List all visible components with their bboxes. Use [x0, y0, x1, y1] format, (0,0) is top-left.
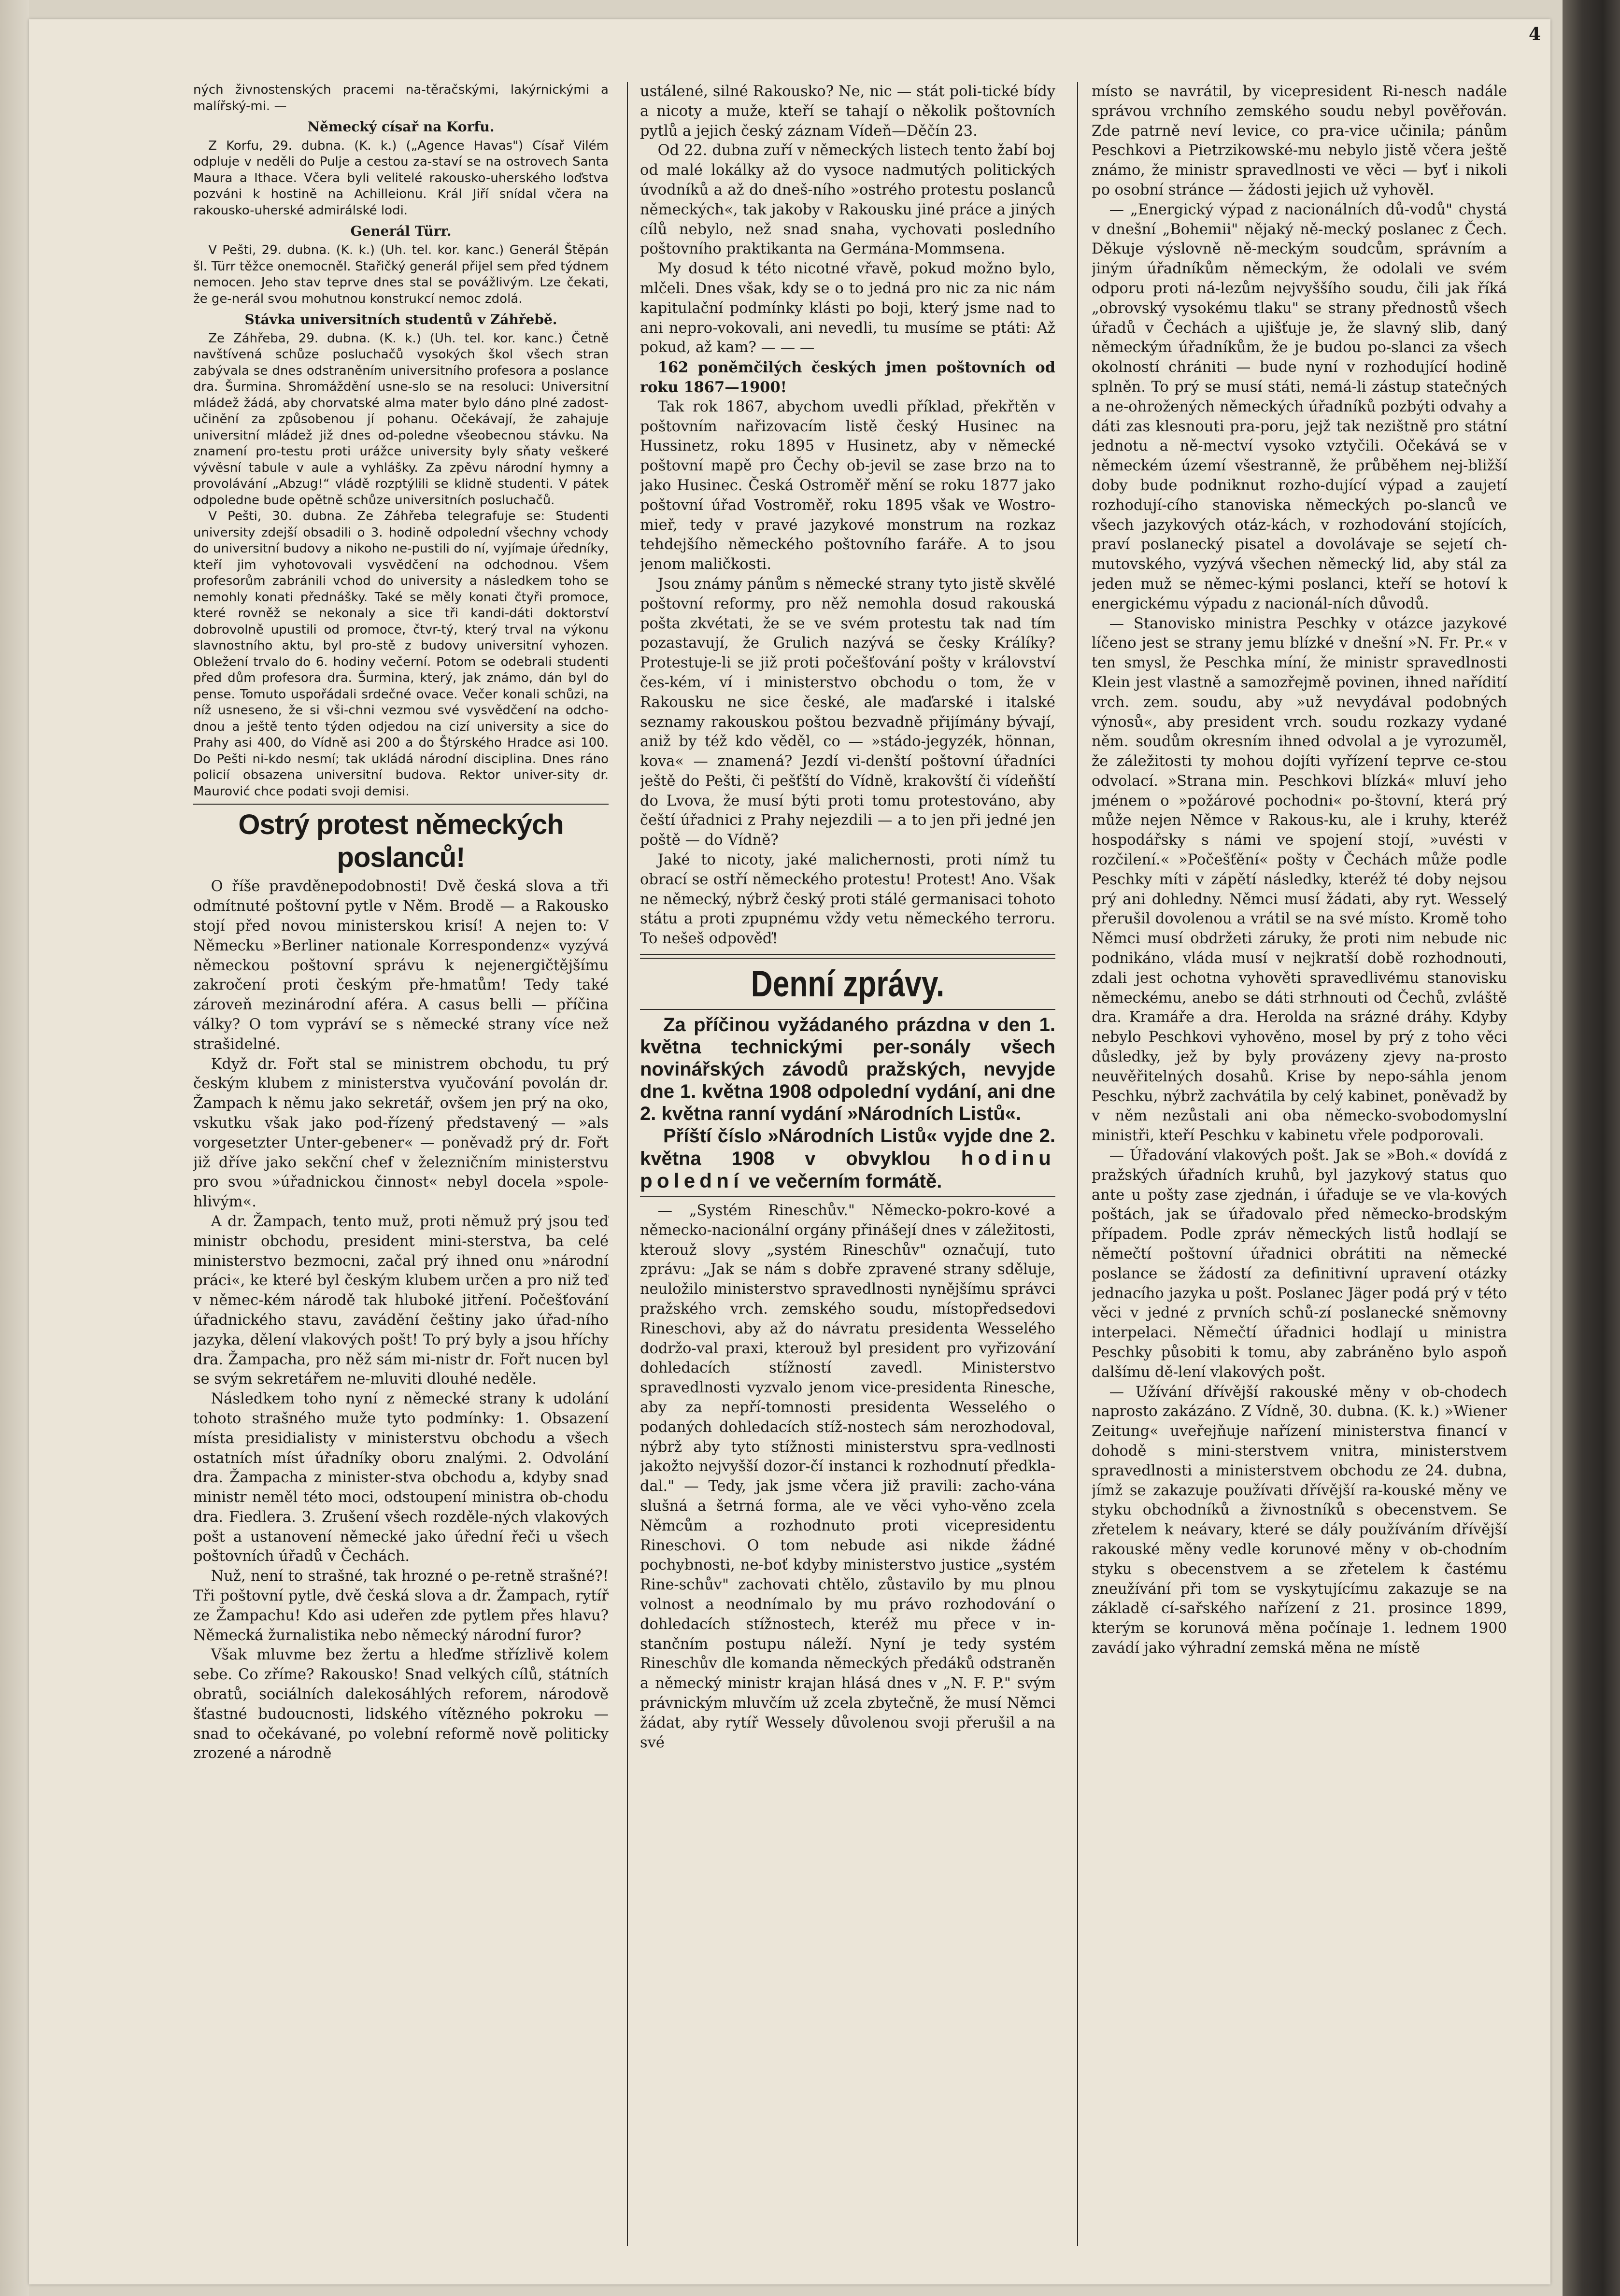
column-rule — [1077, 82, 1078, 2246]
column-3 — [1092, 82, 1507, 2246]
news-body-turr: V Pešti, 29. dubna. (K. k.) (Uh. tel. kor. kanc.) Generál Štěpán šl. Türr těžce onemocněl. Stařičký generál přijel sem před týdnem nemocen. Jeho stav teprve dnes stal se povážlivým. Lze čekati, že ge-nerál svou mohutnou konstrukcí nemoc zdolá. — [193, 243, 609, 306]
article-paragraph: Když dr. Fořt stal se ministrem obchodu, tu prý českým klubem z ministerstva vyučování povolán dr. Žampach k němu jako sekretář, ovšem jen prý na oko, vskutku však jako pod-řízený představený — »als vorgesetzter Unter-gebener« — poněvadž prý dr. Fořt již dříve jako sekční chef v železničním ministerstvu pro svou »úřadnickou činnost« nebyl docela »spole-hlivým«. — [193, 1055, 609, 1211]
article-subheading: 162 poněmčilých českých jmen poštovních od roku 1867—1900! — [640, 359, 1055, 396]
section-heading: Denní zprávy. — [751, 964, 945, 1005]
article-paragraph: O říše pravděnepodobnosti! Dvě česká slova a tři odmítnuté poštovní pytle v Něm. Brodě — a Rakousko stojí před novou ministerskou krisí! A nejen to: V Německu »Berliner nationale Korrespondenz« vyzývá německou poštovní správu k nejenergičtějšímu zakročení proti českým pře-hmatům! Tedy také zároveň mezinárodní aféra. A casus belli — příčina války? O tom vypráví se s německé strany více než strašidelné. — [193, 878, 609, 1053]
divider — [640, 1009, 1055, 1010]
next-issue-text: Příští číslo »Národních Listů« vyjde dne 2. května 1908 v obvyklou — [640, 1125, 1055, 1170]
divider — [193, 804, 609, 805]
article-paragraph: Tak rok 1867, abychom uvedli příklad, překřtěn v poštovním nařizovacím listě český Husinec na Hussinetz, roku 1895 v Husinetz, aby v německé poštovní mapě pro Čechy ob-jevil se zase brzo na to jako Husinec. Česká Ostroměř mění se roku 1877 jako poštovní úřad Vostroměř, roku 1895 však ve Wostro-mieř, tedy v pravé jazykové monstrum na rozkaz tehdejšího německého poštovního faráře. A to jsou jenom maličkosti. — [640, 398, 1055, 573]
column-1 — [193, 82, 609, 2246]
article-paragraph: Od 22. dubna zuří v německých listech tento žabí boj od malé lokálky až do vysoce nadmutých politických úvodníků a až do dneš-ního »ostrého protestu poslanců německých«, tak jakoby v Rakousku jiné práce a jiných cílů nebylo, než snad snaha, vychovati posledního poštovního praktikanta na Germána-Mommsena. — [640, 142, 1055, 258]
article-paragraph: ustálené, silné Rakousko? Ne, nic — stát poli-tické bídy a nicoty a muže, kteří se tahají o několik poštovních pytlů a jejich český záznam Vídeň—Děčín 23. — [640, 83, 1055, 140]
newspaper-page — [29, 19, 1550, 2284]
scan-left-margin — [0, 0, 29, 2296]
article-paragraph: — „Energický výpad z nacionálních dů-vodů" chystá v dnešní „Bohemii" nějaký ně-mecký poslanec z Čech. Děkuje výslovně ně-meckým soudcům, správním a jiným úřadníkům německým, že odolali ve svém odporu proti ná-lezům nejvyššího soudu, čili jak říká „obrovský vysokému tlaku" se strany přednostů všech úřadů v Čechách a ujišťuje je, že slavný slib, daný německým úřadníkům, že je budou po-slanci za všech okolností chrániti — bude nyní v rozhodující hodině splněn. To prý se musí státi, nemá-li zástup statečných a ne-ohrožených německých úřadníků pozbýti odvahy a dáti zas klesnouti pra-poru, jejž tak nezištně pro státní jednotu a ně-mectví vysoko vztyčili. Očekává se v německém území všestranně, že průběhem nej-bližší doby bude podniknut rozho-dující výpad a zaujetí rozhodují-cího stanoviska německých po-slanců ve všech jazykových otáz-kách, v rozhodování stojících, praví poslanecký pisatel a dovolávaje se sejetí ch-mutovského, vyzývá všechen německý lid, aby stál za jeden muž se němec-kými poslanci, kteří se hotoví k energickému výpadu z nacionál-ních důvodů. — [1092, 201, 1507, 612]
article-paragraph: — Užívání dřívější rakouské měny v ob-chodech naprosto zakázáno. Z Vídně, 30. dubna. (K. k.) »Wiener Zeitung« uveřejňuje nařízení ministerstva financí v dohodě s mini-sterstvem vnitra, ministerstvem spravedlnosti a ministerstvem obchodu ze 24. dubna, jímž se zakazuje používati dřívější ra-kouské měny ve styku obchodníků a živnostníků s obecenstvem. Se zřetelem k neávary, které se dály používáním dřívější rakouské měny vedle korunové měny v ob-chodním styku s obecenstvem a se zřetelem k častému zneužívání při tom se vyskytujícímu zakazuje se na základě cí-sařského nařízení z 21. prosince 1899, kterým se korunová měna počínaje 1. lednem 1900 zavádí jako výhradní zemská měna ne místě — [1092, 1383, 1507, 1657]
news-body-kaiser: Z Korfu, 29. dubna. (K. k.) („Agence Havas") Císař Vilém odpluje v neděli do Pulje a cestou za-staví se na ostrovech Santa Maura a Ithace. Včera byli velitelé rakousko-uherského loďstva pozváni k hostině na Achilleionu. Král Jiří snídal včera na rakousko-uherské admirálské lodi. — [193, 138, 609, 218]
scan-binding-edge — [1563, 0, 1620, 2296]
article-paragraph: místo se navrátil, by vicepresident Ri-nesch nadále správou vrchního zemského soudu nebyl pověřován. Zde patrně neví levice, co pra-vice učinila; pánům Peschkovi a Pietrzikowské-mu nebylo jistě včera ještě známo, že ministr spravedlnosti ve věci — byť i nikoli po osobní stránce — žádosti jejich už vyhověl. — [1092, 83, 1507, 198]
next-issue-time: hodinu polední — [640, 1147, 1055, 1192]
column-rule — [627, 82, 628, 2246]
article-paragraph: Však mluvme bez žertu a hleďme střízlivě kolem sebe. Co zříme? Rakousko! Snad velkých cílů, státních obratů, sociálních dalekosáhlých reforem, národově šťastné budoucnosti, lidského vítězného pokroku — snad to očekávané, po volební reformě nově politicky zrozené a národně — [193, 1646, 609, 1762]
next-issue-format: ve večerním formátě. — [749, 1171, 942, 1192]
article-headline: Ostrý protest německých poslanců! — [238, 809, 564, 874]
article-paragraph: — Úřadování vlakových pošt. Jak se »Boh.« dovídá z pražských úřadních kruhů, byl jazykový status quo ante u pošty zase zjednán, i úřaduje se ve vla-kových poštách, jak se úřadovalo před německo-brodským případem. Podle zpráv německých listů hodlají se němečtí poštovní úřadnici obrátiti na německé poslance se žádostí za definitivní upravení otázky jednacího jazyka u pošt. Poslanec Jäger podá prý v této věci v jedné z prvních schů-zí poslanecké sněmovny interpelaci. Němečtí úřadnici hodlají u ministra Peschky působiti k tomu, aby zabráněno bylo aspoň dalšímu dě-lení vlakových pošt. — [1092, 1147, 1507, 1381]
news-body-strike-2: V Pešti, 30. dubna. Ze Záhřeba telegrafuje se: Studenti university zdejší obsadili o 3. hodině odpolední všechny vchody do universitní budovy a nikoho ne-pustili do ní, vyjímaje úředníky, kteří jim vyhotovovali vysvědčení na odchodnou. Všem profesorům zabránili vchod do university a následkem toho se nemohly konati přednášky. Také se měly konati čtyři promoce, které rovněž se nekonaly a sice tři kandi-dáti doktorství dobrovolně upustili od promoce, čtvr-tý, který trval na výkonu slavnostního aktu, byl pro-stě z budovy universitní vyhozen. Obležení trvalo do 6. hodiny večerní. Potom se odebrali studenti před dům profesora dra. Šurmina, který, jak známo, dán byl do pense. Tomuto uspořádali srdečné ovace. Večer konali schůzi, na níž usneseno, že si vši-chni vezmou své vysvědčení na odcho-dnou a ještě tento týden odjedou na cizí university a sice do Prahy asi 400, do Vídně asi 200 a do Štýrského Hradce asi 100. Do Pešti ni-kdo nesmí; tak ukládá národní disciplina. Dnes ráno policií obsazena universitní budova. Rektor univer-sity dr. Maurović chce podati svoji demisi. — [193, 509, 609, 799]
next-issue-notice — [640, 1125, 1055, 1192]
double-divider — [640, 954, 1055, 959]
article-paragraph: Jsou známy pánům s německé strany tyto jistě skvělé poštovní reformy, pro něž nemohla dosud rakouská pošta zkvétati, že se ve svém protestu tak nad tím pozastavují, že Grulich nazývá se česky Králíky? Protestuje-li se již proti počešťování pošty v království čes-kém, ví i ministerstvo obchodu o tom, že v Rakousku ne sice české, ale maďarské i italské seznamy rakouskou poštou bezvadně přijímány bývají, aniž by též kdo věděl, co — »stádo-jegyzék, hönnan, kova« — znamená? Jezdí vi-denští poštovní úřadníci ještě do Pešti, či pešťští do Vídně, krakovští či vídeňští do Lvova, že musí býti proti tomu protestováno, aby čeští úřadnici z Prahy nejezdili — a to jen při jedné jen poště — do Vídně? — [640, 575, 1055, 849]
article-paragraph: My dosud k této nicotné vřavě, pokud možno bylo, mlčeli. Dnes však, kdy se o to jedná pro nic za nic nám kapitulační podmínky klásti po boji, který jsme nad to ani nepro-vokovali, ani nevedli, tu musíme se ptáti: Až pokud, až kam? — — — — [640, 260, 1055, 356]
column1-opening: ných živnostenských pracemi na-těračskými, lakýrnickými a malířský-mi. — — [193, 83, 609, 113]
article-paragraph: A dr. Žampach, tento muž, proti němuž prý jsou teď ministr obchodu, president mini-sterstva, ba celé ministerstvo bezmocni, začal prý ihned onu »národní práci«, ke které byl českým klubem určen a pro niž teď v němec-kém národě tak hluboké jitření. Počešťování úřadnického stavu, zavádění češtiny jako úřad-ního jazyka, dělení vlakových pošt! To prý byly a jsou hříchy dra. Žampacha, pro něž sám mi-nistr dr. Fořt nucen byl se svým sekretářem ne-mluviti dlouhé neděle. — [193, 1213, 609, 1388]
holiday-notice: Za příčinou vyžádaného prázdna v den 1. května technickými per-sonály všech novinářských závodů pražských, nevyjde dne 1. května 1908 odpolední vydání, ani dne 2. května ranní vydání »Národních Listů«. — [640, 1014, 1055, 1125]
article-paragraph: Nuž, není to strašné, tak hrozné o pe-retně strašné?! Tři poštovní pytle, dvě česká slova a dr. Žampach, rytíř ze Žampachu! Kdo asi udeřen zde pytlem přes hlavu? Německá žurnalistika nebo německý národní furor? — [193, 1568, 609, 1644]
article-paragraph: — „Systém Rineschův." Německo-pokro-kové a německo-nacionální orgány přinášejí dnes v záležitosti, kterouž slovy „systém Rineschův" označují, tuto zprávu: „Jak se nám s dobře zpravené strany sděluje, neuložilo ministerstvo spravedlnosti nynějšímu správci pražského vrch. zemského soudu, místopředsedovi Rineschovi, aby až do návratu presidenta Wesselého dodržo-val praxi, kterouž byl president pro vyřizování dohledacích stížností zavedl. Ministerstvo spravedlnosti vyzvalo jenom vice-presidenta Rinesche, aby za nepří-tomnosti presidenta Wesselého o podaných dohledacích stíž-nostech sám nerozhodoval, nýbrž aby tyto stížnosti ministerstvu spra-vedlnosti jakožto nejvyšší dozor-čí instanci k rozhodnutí předkla-dal." — Tedy, jak jsme včera již pravili: zacho-vána slušná a šetrná forma, ale ve věci vyho-věno zcela Němcům a rozhodnuto proti vicepresidentu Rineschovi. O tom nebude asi nikde žádné pochybnosti, ne-boť kdyby ministerstvo justice „systém Rine-schův" zachovati chtělo, zůstavilo by mu plnou volnost a neodnímalo by mu právo rozhodování o dohledacích stížnostech, kteréž mu přece v in-stančním postupu náleží. Nyní je tedy systém Rineschův dle komanda německých předáků odstraněn a německý ministr krajan hlásá dnes v „N. F. P." svým právnickým mluvčím už zcela zbytečně, že musí Němci žádat, aby rytíř Wessely důvolenou svoji přerušil a na své — [640, 1202, 1055, 1751]
article-paragraph: — Stanovisko ministra Peschky v otázce jazykové líčeno jest se strany jemu blízké v dnešní »N. Fr. Pr.« v ten smysl, že Peschka míní, že ministr spravedlnosti Klein jest vlastně a samozřejmě povinen, ihned nařídití vrch. zem. soudu, aby »už nevydával podobných výnosů«, aby president vrch. soudu rozkazy vydané něm. soudům okresním ihned odvolal a je vyrozuměl, že záležitosti ty mohou dojíti vyřízení teprve ce-stou odvolací. »Strana min. Peschkovi blízká« mluví jeho jménem o »požárové pochodni« po-štovní, která prý může nejen Němce v Rakous-ku, ale i kruhy, kteréž hospodářsky s námi ve spojení stojí, »uvésti v rozčilení.« »Počešťění« pošty v Čechách může podle Peschky míti v zápětí následky, kteréž té doby nejsou prý ani dohledny. Němci musí žádati, aby ryt. Wesselý přerušil dovolenou a vrátil se na své místo. Kromě toho Němci musí obdržeti záruky, že proti nim nebude nic podnikáno, vláda musí v nejkratší době rozhodnouti, zdali jest ochotna vyhověti spravedlivému stanovisku německému, anebo se dáti strhnouti od Čechů, zvláště dra. Kramáře a dra. Herolda na srázné dráhy. Kdyby nebylo Peschkovi vyhověno, mosel by prý z toho věci důsledky, jež by byly provázeny zjevy na-prosto neuvěřitelných dosahů. Krise by nepo-sáhla jenom Peschku, nýbrž zachvátila by celý kabinet, poněvadž by v něm nezůstali ani oba německo-svobodomyslní ministři, kteří Peschku v kabinetu vřele podporovali. — [1092, 615, 1507, 1145]
column-2 — [640, 82, 1055, 2246]
article-paragraph: Jaké to nicoty, jaké malichernosti, proti nímž tu obrací se ostří německého protestu! Protest! Ano. Však ne německý, nýbrž český proti stálé germanisaci tohoto státu a proti zpupnému vždy vetu německého terroru. To nešeš odpověď! — [640, 851, 1055, 948]
article-paragraph: Následkem toho nyní z německé strany k udolání tohoto strašného muže tyto podmínky: 1. Obsazení místa presidialisty v ministerstvu obchodu a všech ostatních míst úřadníky oboru znalými. 2. Odvolání dra. Žampacha z minister-stva obchodu a, kdyby snad ministr neměl této moci, odstoupení ministra ob-chodu dra. Fiedlera. 3. Zrušení všech rozděle-ných vlakových pošt a ustanovení německé jako úřední řeči u všech poštovních úřadů v Čechách. — [193, 1390, 609, 1565]
page-number: 4 — [1528, 24, 1541, 44]
news-heading-turr: Generál Türr. — [350, 223, 452, 240]
news-heading-strike: Stávka universitních studentů v Záhřebě. — [244, 312, 557, 328]
news-heading-kaiser: Německý císař na Korfu. — [307, 119, 495, 135]
news-body-strike-1: Ze Záhřeba, 29. dubna. (K. k.) (Uh. tel. kor. kanc.) Četně navštívená schůze posluchačů vysokých škol všech stran zabývala se dnes odstraněním universitního profesora a poslance dra. Šurmina. Shromáždění usne-slo se na resoluci: Universitní mládež žádá, aby chorvatské alma mater bylo dáno plné zadost-učinění za způsobenou jí pohanu. Očekávají, že zahajuje universitní mládež již dnes od-poledne všeobecnou stávku. Na znamení pro-testu proti urážce university byly sňaty veškeré vývěsní tabule v aule a vyhlášky. Za zpěvu národní hymny a provolávání „Abzug!“ vládě rozptýlili se klidně studenti. V pátek odpoledne bude opětně schůze universitních posluchačů. — [193, 331, 609, 508]
divider — [640, 1196, 1055, 1197]
